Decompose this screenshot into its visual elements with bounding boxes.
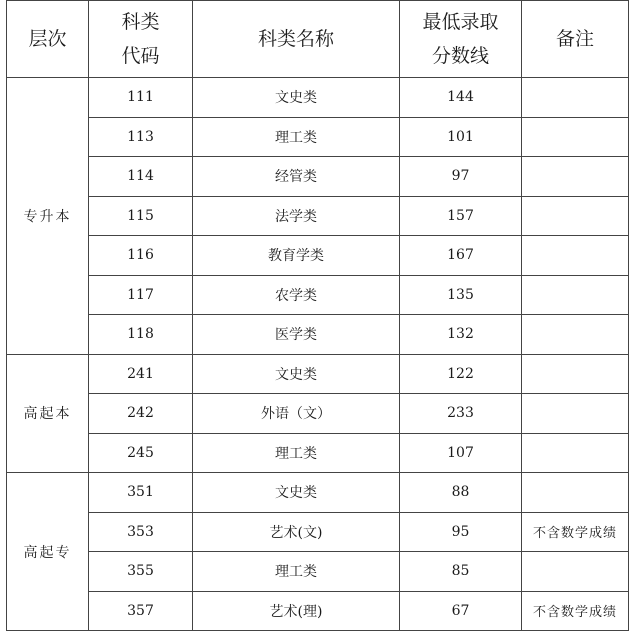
table-header [7, 1, 629, 78]
table-row [7, 552, 629, 592]
table-row [7, 117, 629, 157]
code-cell: 116 [89, 236, 193, 276]
code-cell: 242 [89, 394, 193, 434]
code-cell: 114 [89, 157, 193, 197]
header-code: 科类 代码 [89, 1, 193, 78]
note-cell: 不含数学成绩 [522, 512, 629, 552]
header-row [7, 1, 629, 78]
header-name: 科类名称 [193, 1, 400, 78]
note-cell [522, 196, 629, 236]
table-row [7, 236, 629, 276]
level-cell: 高起本 [7, 354, 89, 473]
name-cell: 医学类 [193, 315, 400, 355]
note-cell [522, 394, 629, 434]
name-cell: 文史类 [193, 354, 400, 394]
score-cell: 144 [400, 78, 522, 118]
code-cell: 357 [89, 591, 193, 631]
table-row [7, 78, 629, 118]
score-cell: 157 [400, 196, 522, 236]
note-cell [522, 117, 629, 157]
table-row [7, 196, 629, 236]
code-cell: 111 [89, 78, 193, 118]
score-cell: 67 [400, 591, 522, 631]
table-row [7, 394, 629, 434]
name-cell: 农学类 [193, 275, 400, 315]
note-cell [522, 433, 629, 473]
table-row [7, 315, 629, 355]
code-cell: 353 [89, 512, 193, 552]
name-cell: 经管类 [193, 157, 400, 197]
table-row [7, 433, 629, 473]
header-note: 备注 [522, 1, 629, 78]
name-cell: 外语（文） [193, 394, 400, 434]
code-cell: 351 [89, 473, 193, 513]
table-row [7, 157, 629, 197]
note-cell [522, 552, 629, 592]
name-cell: 文史类 [193, 78, 400, 118]
score-cell: 95 [400, 512, 522, 552]
note-cell [522, 275, 629, 315]
code-cell: 117 [89, 275, 193, 315]
table-row [7, 354, 629, 394]
name-cell: 教育学类 [193, 236, 400, 276]
name-cell: 艺术(文) [193, 512, 400, 552]
score-cell: 107 [400, 433, 522, 473]
score-cell: 135 [400, 275, 522, 315]
table-row [7, 275, 629, 315]
level-cell: 高起专 [7, 473, 89, 631]
level-cell: 专升本 [7, 78, 89, 355]
note-cell: 不含数学成绩 [522, 591, 629, 631]
score-cell: 97 [400, 157, 522, 197]
note-cell [522, 473, 629, 513]
name-cell: 文史类 [193, 473, 400, 513]
header-score: 最低录取 分数线 [400, 1, 522, 78]
code-cell: 355 [89, 552, 193, 592]
note-cell [522, 157, 629, 197]
name-cell: 理工类 [193, 552, 400, 592]
header-level: 层次 [7, 1, 89, 78]
name-cell: 法学类 [193, 196, 400, 236]
table-row [7, 512, 629, 552]
code-cell: 118 [89, 315, 193, 355]
score-cell: 122 [400, 354, 522, 394]
note-cell [522, 354, 629, 394]
code-cell: 245 [89, 433, 193, 473]
table-row [7, 591, 629, 631]
note-cell [522, 78, 629, 118]
code-cell: 241 [89, 354, 193, 394]
admission-score-table [6, 0, 629, 631]
table-row [7, 473, 629, 513]
score-cell: 85 [400, 552, 522, 592]
note-cell [522, 236, 629, 276]
code-cell: 113 [89, 117, 193, 157]
note-cell [522, 315, 629, 355]
score-cell: 101 [400, 117, 522, 157]
name-cell: 理工类 [193, 433, 400, 473]
name-cell: 艺术(理) [193, 591, 400, 631]
score-cell: 167 [400, 236, 522, 276]
code-cell: 115 [89, 196, 193, 236]
score-cell: 88 [400, 473, 522, 513]
score-cell: 132 [400, 315, 522, 355]
table-body [7, 78, 629, 631]
score-cell: 233 [400, 394, 522, 434]
name-cell: 理工类 [193, 117, 400, 157]
